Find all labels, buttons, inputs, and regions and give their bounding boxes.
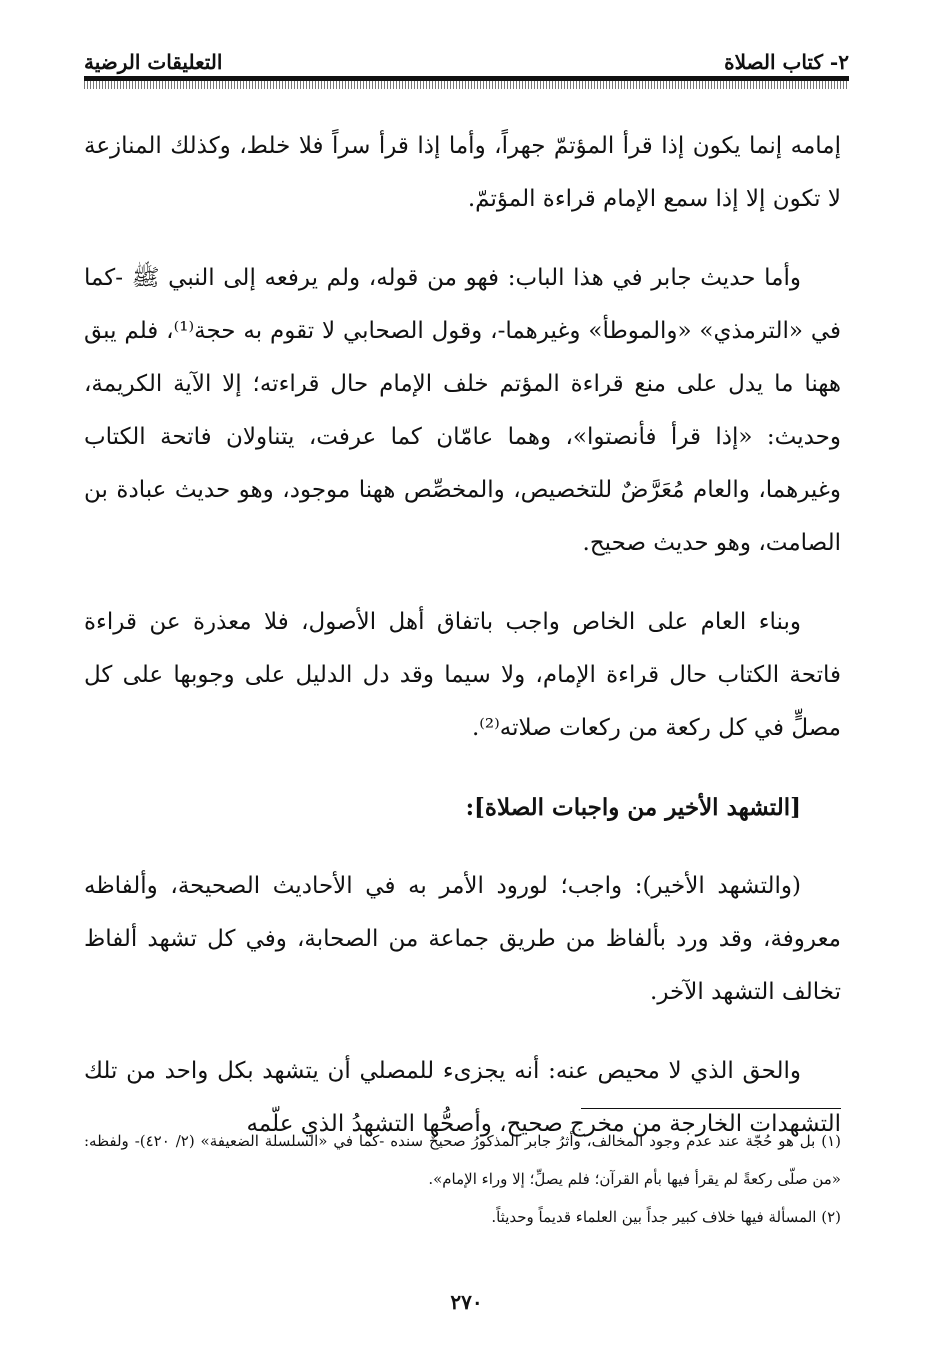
main-text: [84, 120, 841, 1151]
header-hatch-rule: [84, 81, 849, 89]
chapter-title: ٢- كتاب الصلاة: [724, 50, 849, 74]
paragraph: (والتشهد الأخير): واجب؛ لورود الأمر به في الأحاديث الصحيحة، وألفاظه معروفة، وقد ورد بألفاظ من طريق جماعة من الصحابة، وفي كل تشهد ألفاظ تخالف التشهد الآخر.: [84, 873, 841, 1005]
page-number: ٢٧٠: [450, 1290, 483, 1314]
paragraph: وبناء العام على الخاص واجب باتفاق أهل الأصول، فلا معذرة عن قراءة فاتحة الكتاب حال قراءة الإمام، ولا سيما وقد دل الدليل على وجوبها على كل مصلٍّ في كل ركعة من ركعات صلاته⁽²⁾.: [84, 609, 841, 741]
book-title: التعليقات الرضية: [84, 50, 223, 74]
paragraph: إمامه إنما يكون إذا قرأ المؤتمّ جهراً، وأما إذا قرأ سراً فلا خلط، وكذلك المنازعة لا تكون إلا إذا سمع الإمام قراءة المؤتمّ.: [84, 133, 841, 212]
footnotes: [84, 1122, 841, 1236]
section-heading: [التشهد الأخير من واجبات الصلاة]:: [465, 794, 801, 821]
footnote: (٢) المسألة فيها خلاف كبير جداً بين العلماء قديماً وحديثاً.: [491, 1208, 841, 1226]
paragraph: وأما حديث جابر في هذا الباب: فهو من قوله، ولم يرفعه إلى النبي ﷺ -كما في «الترمذي» «والموطأ» وغيرهما-، وقول الصحابي لا تقوم به حجة⁽¹⁾، فلم يبق ههنا ما يدل على منع قراءة المؤتم خلف الإمام حال قراءته؛ إلا الآية الكريمة، وحديث: «إذا قرأ فأنصتوا»، وهما عامّان كما عرفت، يتناولان فاتحة الكتاب وغيرهما، والعام مُعَرَّضٌ للتخصيص، والمخصِّص ههنا موجود، وهو حديث عبادة بن الصامت، وهو حديث صحيح.: [84, 265, 841, 556]
running-header: [84, 40, 849, 74]
paragraph: والحق الذي لا محيص عنه: أنه يجزىء للمصلي أن يتشهد بكل واحد من تلك التشهدات الخارجة من مخرج صحيح، وأصحُّها التشهدُ الذي علّمه: [84, 1058, 841, 1137]
footnote-separator: [581, 1108, 841, 1109]
footnote: (١) بل هو حُجّة عند عدم وجود المخالف، وأثرُ جابر المذكورُ صحيحٌ سنده -كما في «السلسلة الضعيفة» (٢/ ٤٢٠)- ولفظه: «من صلّى ركعةً لم يقرأ فيها بأم القرآن؛ فلم يصلِّ؛ إلا وراء الإمام».: [84, 1132, 841, 1188]
